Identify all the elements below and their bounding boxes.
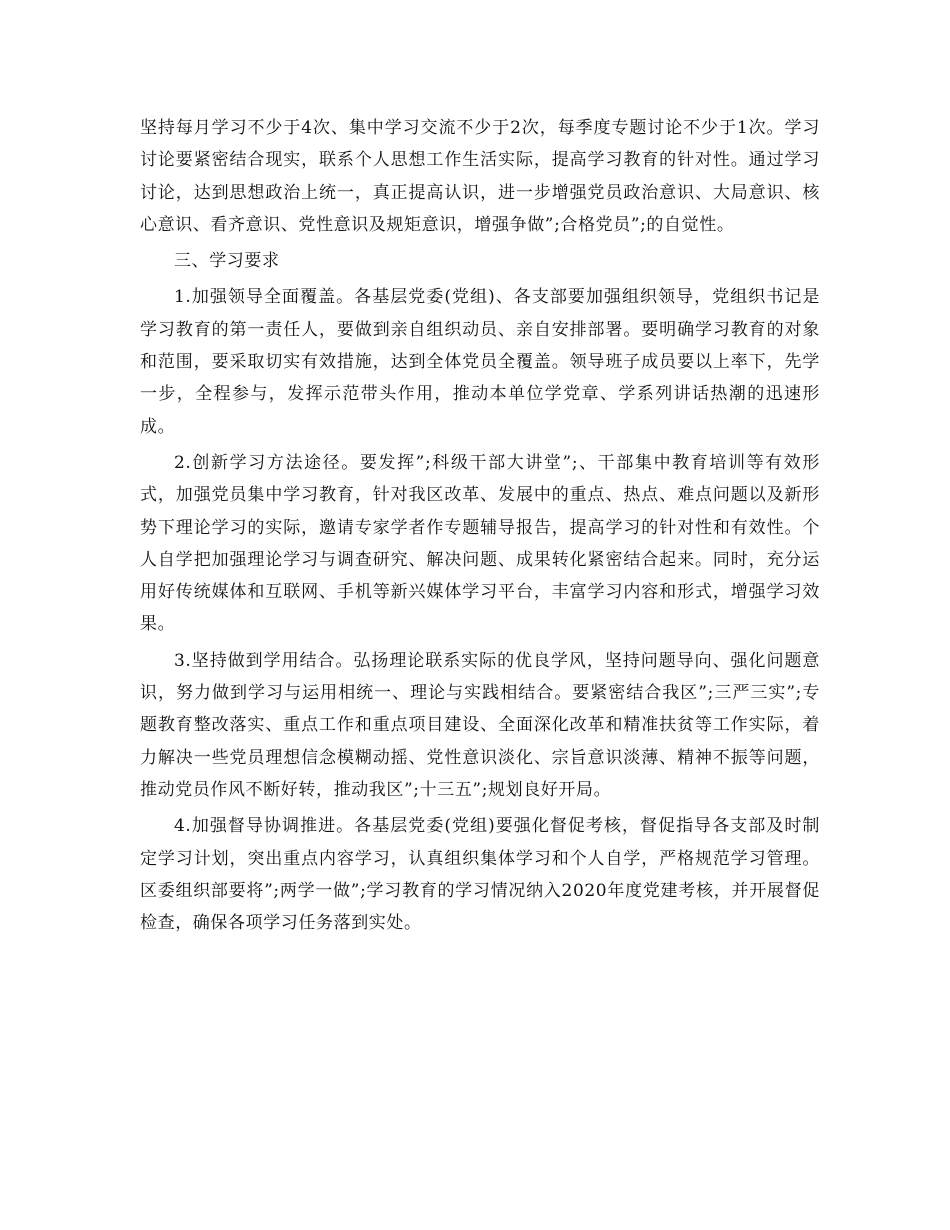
- paragraph-requirement-1: 1.加强领导全面覆盖。各基层党委(党组)、各支部要加强组织领导，党组织书记是学习教育的第一责任人，要做到亲自组织动员、亲自安排部署。要明确学习教育的对象和范围，要采取切实有效措施，达到全体党员全覆盖。领导班子成员要以上率下，先学一步，全程参与，发挥示范带头作用，推动本单位学党章、学系列讲话热潮的迅速形成。: [140, 287, 820, 437]
- paragraph-requirement-4: 4.加强督导协调推进。各基层党委(党组)要强化督促考核，督促指导各支部及时制定学习计划，突出重点内容学习，认真组织集体学习和个人自学，严格规范学习管理。区委组织部要将”;两学一做”;学习教育的学习情况纳入2020年度党建考核，并开展督促检查，确保各项学习任务落到实处。: [140, 816, 820, 934]
- section-heading-study-requirements: 三、学习要求: [174, 251, 280, 272]
- document-body: [140, 112, 820, 939]
- paragraph-requirement-2: 2.创新学习方法途径。要发挥”;科级干部大讲堂”;、干部集中教育培训等有效形式，加强党员集中学习教育，针对我区改革、发展中的重点、热点、难点问题以及新形势下理论学习的实际，邀请专家学者作专题辅导报告，提高学习的针对性和有效性。个人自学把加强理论学习与调查研究、解决问题、成果转化紧密结合起来。同时，充分运用好传统媒体和互联网、手机等新兴媒体学习平台，丰富学习内容和形式，增强学习效果。: [140, 452, 820, 635]
- paragraph-study-frequency: 坚持每月学习不少于4次、集中学习交流不少于2次，每季度专题讨论不少于1次。学习讨论要紧密结合现实，联系个人思想工作生活实际，提高学习教育的针对性。通过学习讨论，达到思想政治上统一，真正提高认识，进一步增强党员政治意识、大局意识、核心意识、看齐意识、党性意识及规矩意识，增强争做”;合格党员”;的自觉性。: [140, 118, 820, 235]
- paragraph-requirement-3: 3.坚持做到学用结合。弘扬理论联系实际的优良学风，坚持问题导向、强化问题意识，努力做到学习与运用相统一、理论与实践相结合。要紧密结合我区”;三严三实”;专题教育整改落实、重点工作和重点项目建设、全面深化改革和精准扶贫等工作实际，着力解决一些党员理想信念模糊动摇、党性意识淡化、宗旨意识淡薄、精神不振等问题，推动党员作风不断好转，推动我区”;十三五”;规划良好开局。: [140, 650, 820, 800]
